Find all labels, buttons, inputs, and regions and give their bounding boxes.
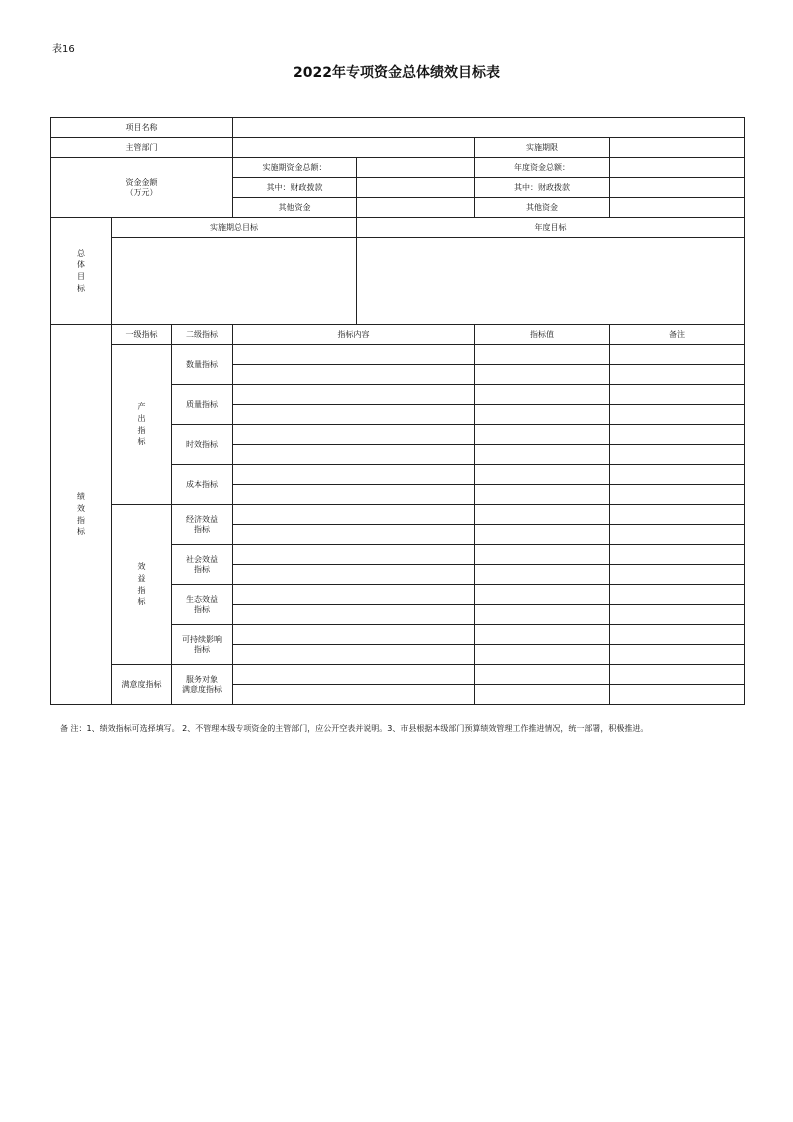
- period-other-value[interactable]: [357, 198, 475, 218]
- indicator-content-cell[interactable]: [233, 465, 475, 485]
- indicator-content-cell[interactable]: [233, 405, 475, 425]
- indicator-content-cell[interactable]: [233, 525, 475, 545]
- benefit-indicators-label: [112, 505, 172, 665]
- department-value[interactable]: [233, 138, 475, 158]
- overall-goal-label: [51, 218, 112, 325]
- indicator-value-cell[interactable]: [475, 505, 610, 525]
- indicator-remark-cell[interactable]: [610, 585, 745, 605]
- period-other-label: 其他资金: [233, 198, 357, 218]
- project-name-value[interactable]: [233, 118, 745, 138]
- indicator-content-cell[interactable]: [233, 585, 475, 605]
- indicator-value-cell[interactable]: [475, 685, 610, 705]
- indicator-content-cell[interactable]: [233, 645, 475, 665]
- period-goal-header: 实施期总目标: [112, 218, 357, 238]
- timeliness-label: 时效指标: [172, 425, 233, 465]
- page-title: 2022年专项资金总体绩效目标表: [293, 65, 500, 81]
- indicator-content-cell[interactable]: [233, 385, 475, 405]
- indicator-content-cell[interactable]: [233, 545, 475, 565]
- indicator-value-cell[interactable]: [475, 525, 610, 545]
- annual-other-label: 其他资金: [475, 198, 610, 218]
- economic-label: [172, 505, 233, 545]
- indicator-remark-cell[interactable]: [610, 345, 745, 365]
- annual-fiscal-label: 其中：财政拨款: [475, 178, 610, 198]
- indicator-remark-cell[interactable]: [610, 685, 745, 705]
- annual-goal-header: 年度目标: [357, 218, 745, 238]
- indicator-value-cell[interactable]: [475, 365, 610, 385]
- indicator-content-cell[interactable]: [233, 445, 475, 465]
- indicator-remark-cell[interactable]: [610, 525, 745, 545]
- indicator-value-cell[interactable]: [475, 645, 610, 665]
- indicator-remark-cell[interactable]: [610, 385, 745, 405]
- satisfaction-indicators-label: 满意度指标: [112, 665, 172, 705]
- ecological-label-line1: 生态效益: [186, 594, 218, 604]
- annual-fiscal-value[interactable]: [610, 178, 745, 198]
- economic-label-line1: 经济效益: [186, 514, 218, 524]
- indicator-remark-cell[interactable]: [610, 605, 745, 625]
- indicator-remark-cell[interactable]: [610, 425, 745, 445]
- period-fiscal-value[interactable]: [357, 178, 475, 198]
- indicator-remark-cell[interactable]: [610, 485, 745, 505]
- indicator-content-cell[interactable]: [233, 365, 475, 385]
- indicator-value-cell[interactable]: [475, 465, 610, 485]
- indicator-value-cell[interactable]: [475, 485, 610, 505]
- indicator-content-cell[interactable]: [233, 625, 475, 645]
- period-total-label: 实施期资金总额：: [233, 158, 357, 178]
- level2-header: 二级指标: [172, 325, 233, 345]
- indicator-remark-cell[interactable]: [610, 645, 745, 665]
- funds-label-line2: （万元）: [125, 187, 158, 197]
- department-label: 主管部门: [51, 138, 233, 158]
- quantity-label: 数量指标: [172, 345, 233, 385]
- indicator-value-cell[interactable]: [475, 665, 610, 685]
- indicator-remark-cell[interactable]: [610, 365, 745, 385]
- economic-label-line2: 指标: [194, 524, 210, 534]
- funds-label: [51, 158, 233, 218]
- period-value[interactable]: [610, 138, 745, 158]
- overall-goal-label-text: 总体目标: [77, 248, 85, 293]
- indicator-value-cell[interactable]: [475, 545, 610, 565]
- indicator-value-cell[interactable]: [475, 585, 610, 605]
- annual-other-value[interactable]: [610, 198, 745, 218]
- performance-goal-table: [50, 117, 745, 705]
- indicator-content-cell[interactable]: [233, 485, 475, 505]
- sustainable-label-line1: 可持续影响: [182, 634, 222, 644]
- benefit-indicators-label-text: 效益指标: [137, 562, 146, 607]
- perf-indicators-label-text: 绩效指标: [77, 492, 85, 537]
- social-label-line1: 社会效益: [186, 554, 218, 564]
- indicator-remark-cell[interactable]: [610, 625, 745, 645]
- indicator-value-cell[interactable]: [475, 425, 610, 445]
- ecological-label-line2: 指标: [194, 604, 210, 614]
- period-total-value[interactable]: [357, 158, 475, 178]
- indicator-remark-cell[interactable]: [610, 465, 745, 485]
- output-indicators-label: [112, 345, 172, 505]
- indicator-remark-cell[interactable]: [610, 505, 745, 525]
- funds-label-line1: 资金金额: [125, 177, 158, 187]
- indicator-content-cell[interactable]: [233, 605, 475, 625]
- sustainable-label-line2: 指标: [194, 644, 210, 654]
- indicator-content-cell[interactable]: [233, 685, 475, 705]
- service-label-line1: 服务对象: [186, 674, 218, 684]
- indicator-value-cell[interactable]: [475, 605, 610, 625]
- indicator-value-cell[interactable]: [475, 625, 610, 645]
- indicator-content-cell[interactable]: [233, 425, 475, 445]
- indicator-remark-cell[interactable]: [610, 445, 745, 465]
- output-indicators-label-text: 产出指标: [137, 402, 146, 447]
- period-label: 实施期限: [475, 138, 610, 158]
- period-goal-value[interactable]: [112, 238, 357, 325]
- indicator-value-cell[interactable]: [475, 345, 610, 365]
- indicator-content-cell[interactable]: [233, 565, 475, 585]
- annual-total-value[interactable]: [610, 158, 745, 178]
- indicator-remark-cell[interactable]: [610, 405, 745, 425]
- indicator-remark-cell[interactable]: [610, 565, 745, 585]
- content-header: 指标内容: [233, 325, 475, 345]
- quality-label: 质量指标: [172, 385, 233, 425]
- indicator-value-cell[interactable]: [475, 565, 610, 585]
- indicator-remark-cell[interactable]: [610, 665, 745, 685]
- indicator-value-cell[interactable]: [475, 405, 610, 425]
- social-label-line2: 指标: [194, 564, 210, 574]
- page-label: 表16: [52, 44, 75, 55]
- value-header: 指标值: [475, 325, 610, 345]
- social-label: [172, 545, 233, 585]
- perf-indicators-label: [51, 325, 112, 705]
- sustainable-label: [172, 625, 233, 665]
- service-satisfaction-label: [172, 665, 233, 705]
- period-fiscal-label: 其中：财政拨款: [233, 178, 357, 198]
- indicator-value-cell[interactable]: [475, 445, 610, 465]
- cost-label: 成本指标: [172, 465, 233, 505]
- project-name-label: 项目名称: [51, 118, 233, 138]
- indicator-remark-cell[interactable]: [610, 545, 745, 565]
- footnote: 备 注：1、绩效指标可选择填写。 2、不管理本级专项资金的主管部门，应公开空表并说明。3、市县根据本级部门预算绩效管理工作推进情况，统一部署，积极推进。: [60, 724, 649, 733]
- service-label-line2: 满意度指标: [182, 684, 222, 694]
- annual-goal-value[interactable]: [357, 238, 745, 325]
- indicator-content-cell[interactable]: [233, 505, 475, 525]
- indicator-value-cell[interactable]: [475, 385, 610, 405]
- level1-header: 一级指标: [112, 325, 172, 345]
- indicator-content-cell[interactable]: [233, 345, 475, 365]
- ecological-label: [172, 585, 233, 625]
- annual-total-label: 年度资金总额：: [475, 158, 610, 178]
- indicator-content-cell[interactable]: [233, 665, 475, 685]
- remark-header: 备注: [610, 325, 745, 345]
